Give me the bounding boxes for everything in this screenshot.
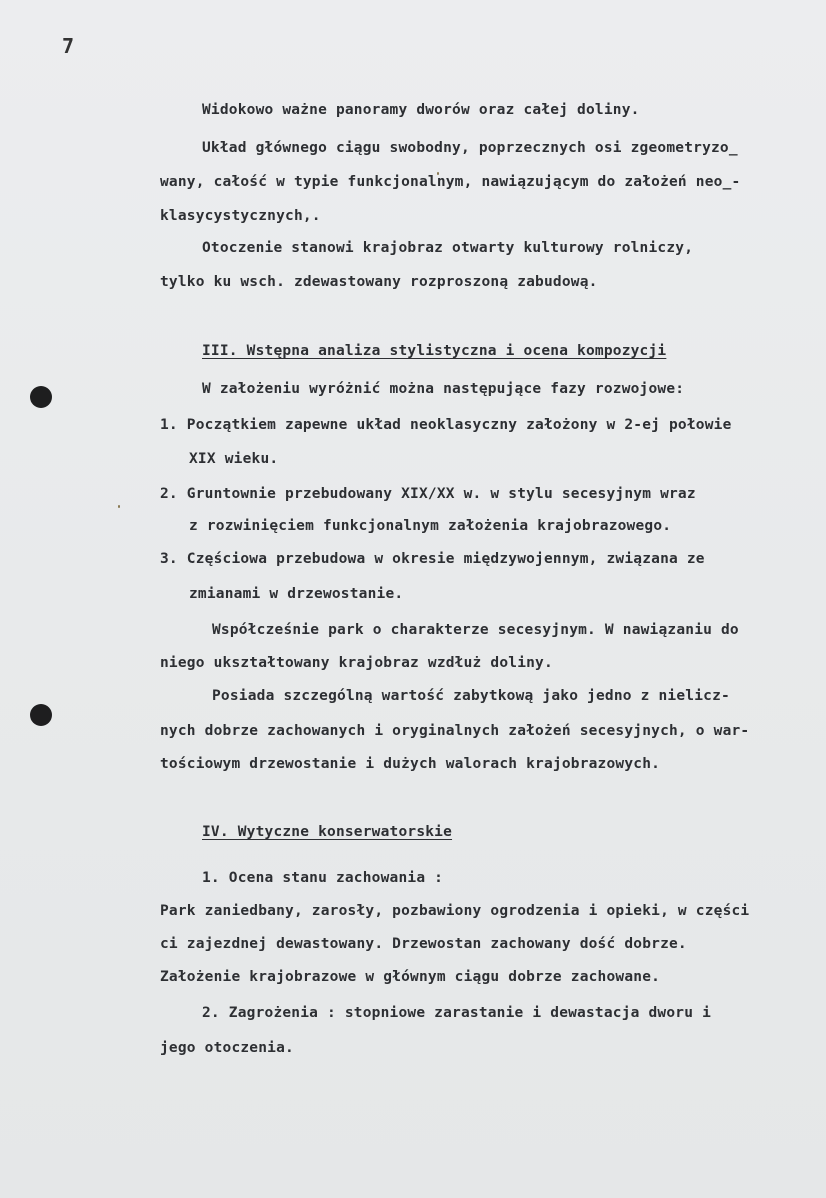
text-line: Widokowo ważne panoramy dworów oraz całej doliny. [202, 102, 640, 118]
text-line: wany, całość w typie funkcjonalnym, nawiązującym do założeń neo_- [160, 174, 741, 190]
text-line: Współcześnie park o charakterze secesyjnym. W nawiązaniu do [212, 622, 739, 638]
page-number: 7 [62, 34, 75, 58]
paper-speck [118, 505, 120, 508]
text-line: Otoczenie stanowi krajobraz otwarty kulturowy rolniczy, [202, 240, 694, 256]
text-line: nych dobrze zachowanych i oryginalnych założeń secesyjnych, o war- [160, 723, 750, 739]
text-line: ci zajezdnej dewastowany. Drzewostan zachowany dość dobrze. [160, 936, 687, 952]
list-item-continuation: z rozwinięciem funkcjonalnym założenia krajobrazowego. [189, 518, 672, 534]
list-item: 1. Początkiem zapewne układ neoklasyczny założony w 2-ej połowie [160, 417, 732, 433]
list-item: 3. Częściowa przebudowa w okresie międzywojennym, związana ze [160, 551, 705, 567]
text-line: W założeniu wyróżnić można następujące fazy rozwojowe: [202, 381, 685, 397]
punch-hole-top [30, 386, 52, 408]
text-line: Układ głównego ciągu swobodny, poprzecznych osi zgeometryzo_ [202, 140, 738, 156]
list-item-continuation: zmianami w drzewostanie. [189, 586, 404, 602]
text-line: jego otoczenia. [160, 1040, 294, 1056]
list-item: 2. Gruntownie przebudowany XIX/XX w. w stylu secesyjnym wraz [160, 486, 696, 502]
subsection-line: 2. Zagrożenia : stopniowe zarastanie i dewastacja dworu i [202, 1005, 711, 1021]
text-line: klasycystycznych,. [160, 208, 321, 224]
subsection-heading: 1. Ocena stanu zachowania : [202, 870, 444, 886]
section-heading-iv: IV. Wytyczne konserwatorskie [202, 824, 453, 840]
text-line: niego ukształtowany krajobraz wzdłuż doliny. [160, 655, 553, 671]
text-line: Park zaniedbany, zarosły, pozbawiony ogrodzenia i opieki, w części [160, 903, 750, 919]
text-line: tościowym drzewostanie i dużych walorach krajobrazowych. [160, 756, 661, 772]
text-line: tylko ku wsch. zdewastowany rozproszoną zabudową. [160, 274, 598, 290]
list-item-continuation: XIX wieku. [189, 451, 279, 467]
section-heading-iii: III. Wstępna analiza stylistyczna i ocena kompozycji [202, 343, 667, 359]
text-line: Założenie krajobrazowe w głównym ciągu dobrze zachowane. [160, 969, 661, 985]
punch-hole-bottom [30, 704, 52, 726]
text-line: Posiada szczególną wartość zabytkową jako jedno z nielicz- [212, 688, 730, 704]
